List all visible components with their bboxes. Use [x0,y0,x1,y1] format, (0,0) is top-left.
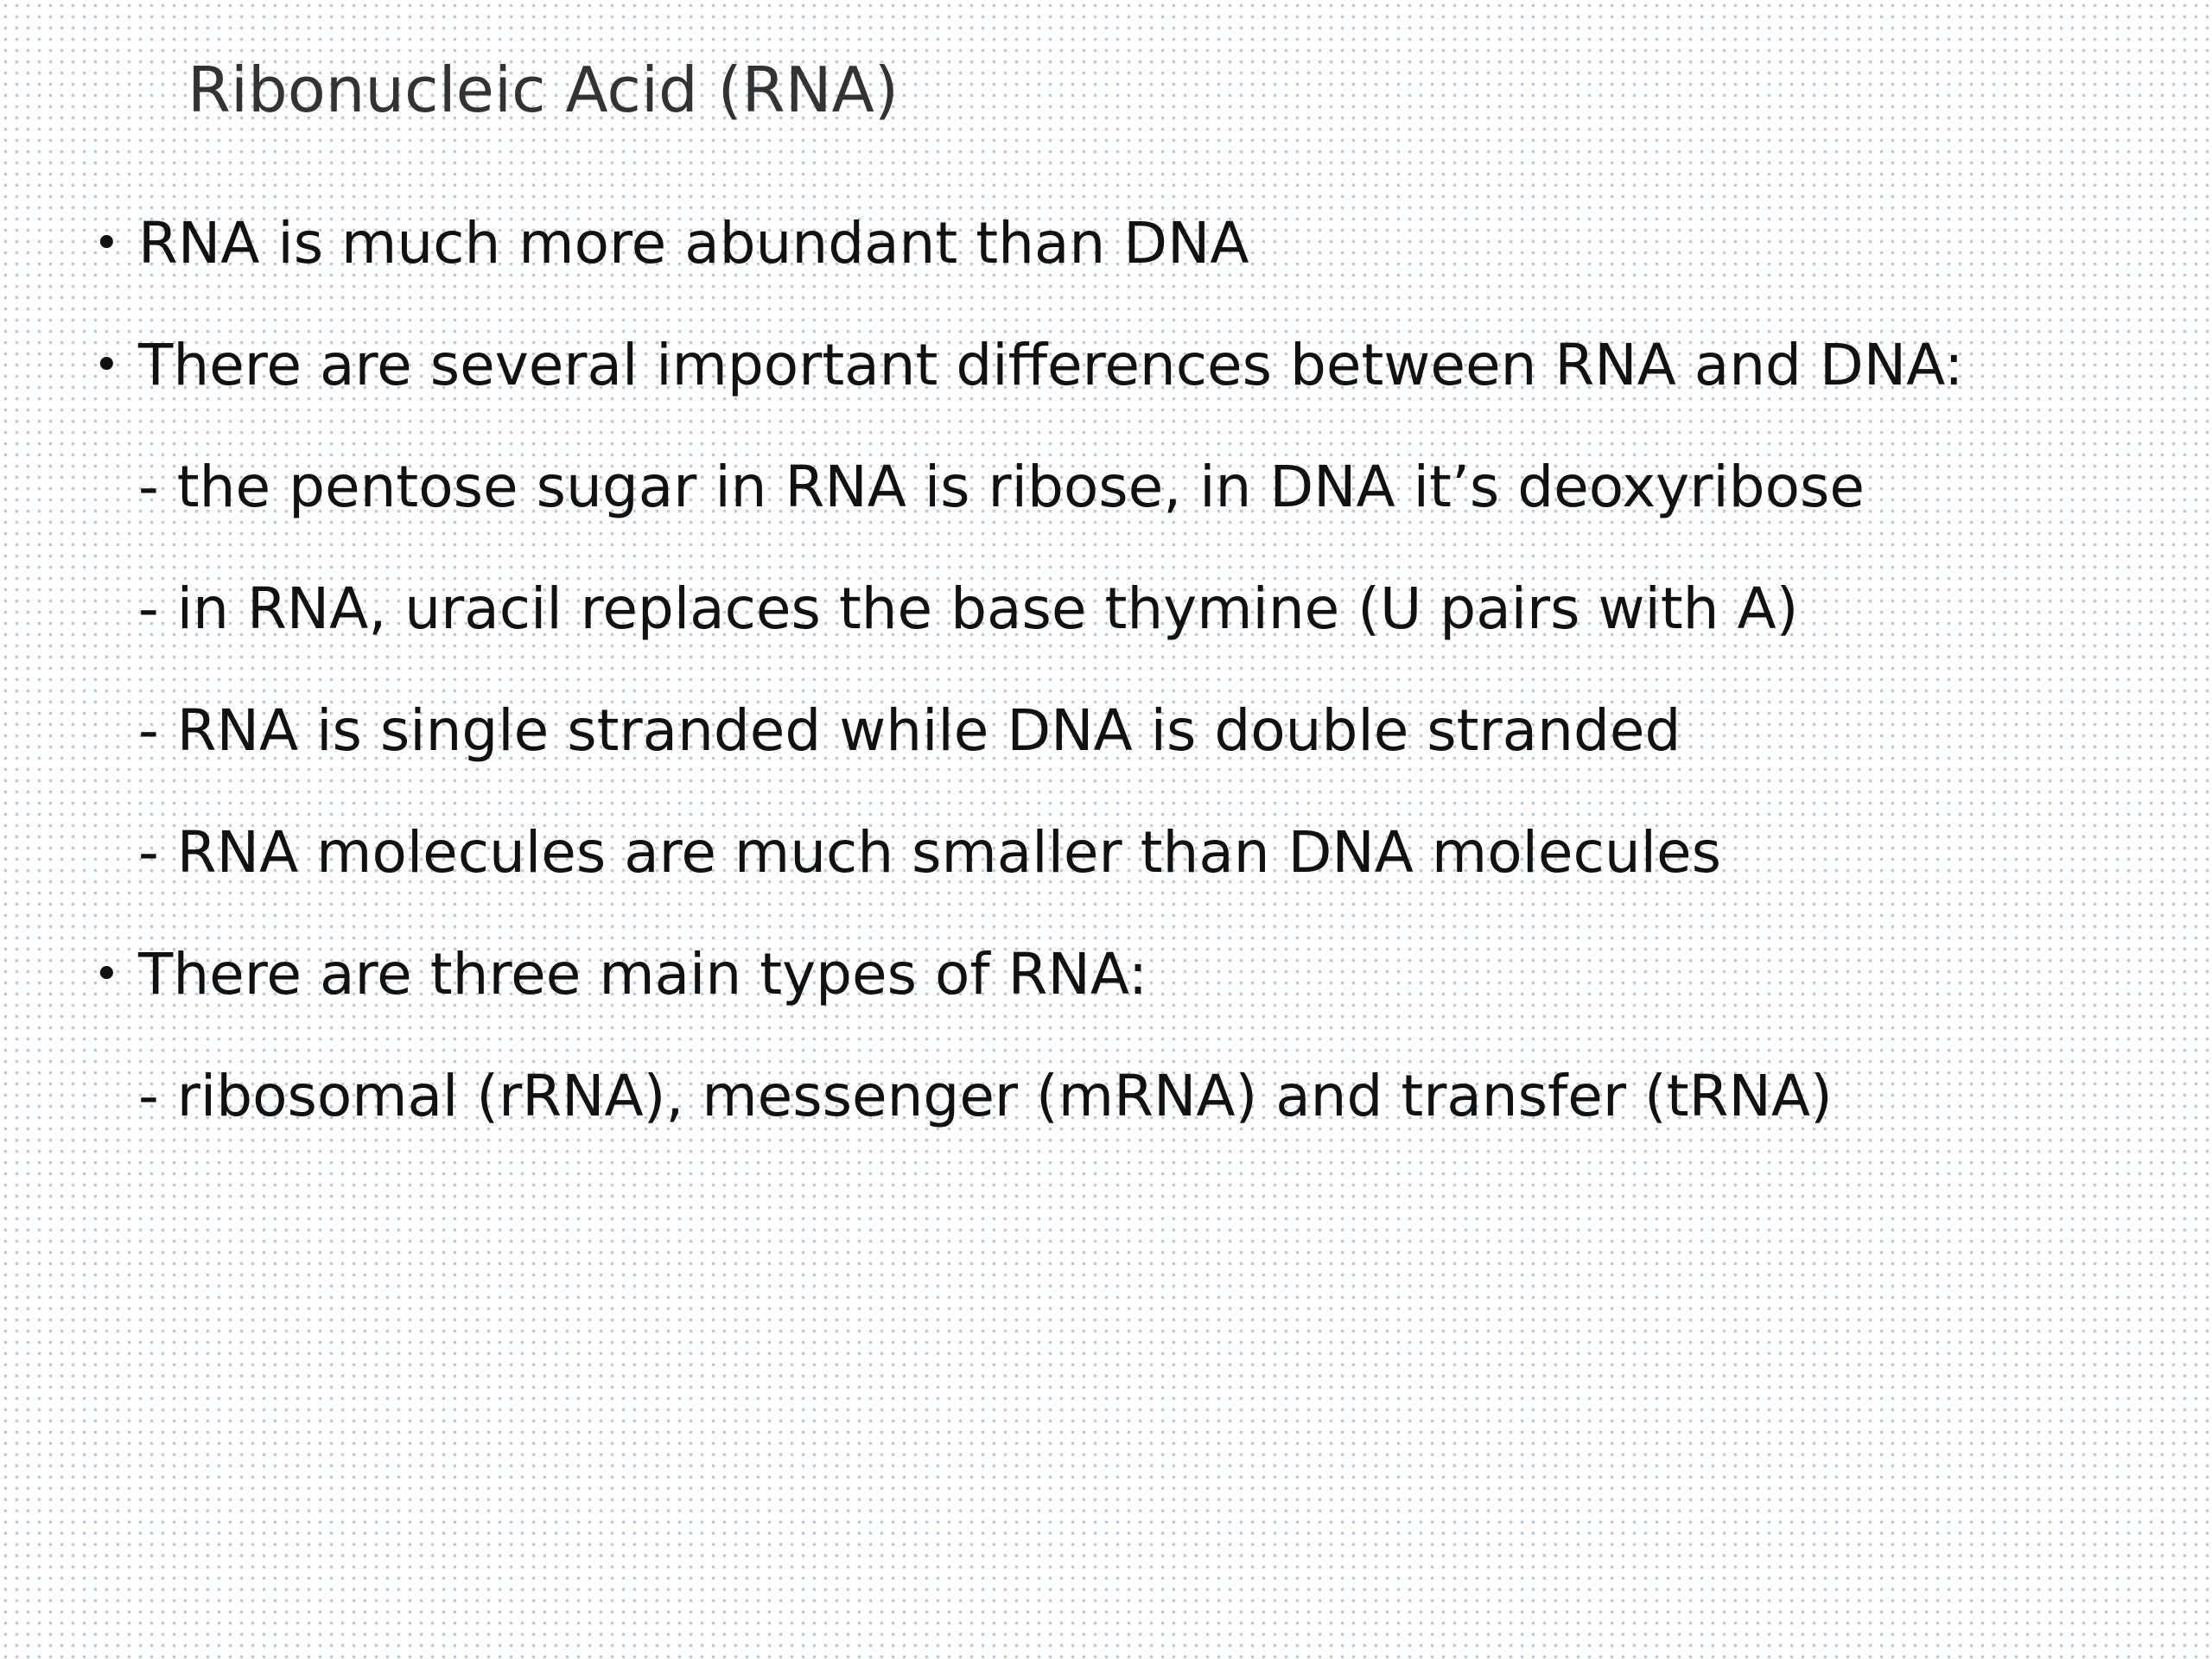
sub-item-text: - RNA molecules are much smaller than DNA molecules [138,819,1721,886]
bullet-text: There are several important differences between RNA and DNA: [138,332,1964,398]
sub-item-text: - ribosomal (rRNA), messenger (mRNA) and transfer (tRNA) [138,1063,1833,1129]
bullet-item [93,182,2184,304]
bullet-icon: • [93,948,120,1001]
sub-item [93,1035,2184,1157]
bullet-item [93,304,2184,426]
sub-item-text: - the pentose sugar in RNA is ribose, in DNA it’s deoxyribose [138,454,1865,520]
sub-item [93,791,2184,913]
sub-item-text: - RNA is single stranded while DNA is double stranded [138,697,1681,764]
bullet-icon: • [93,217,120,270]
sub-item-text: - in RNA, uracil replaces the base thymine (U pairs with A) [138,575,1799,642]
slide-title: Ribonucleic Acid (RNA) [188,54,899,126]
bullet-text: There are three main types of RNA: [138,941,1148,1007]
bullet-text: RNA is much more abundant than DNA [138,210,1249,276]
bullet-item [93,913,2184,1035]
slide-body [93,182,2184,1157]
sub-item [93,670,2184,791]
bullet-icon: • [93,339,120,391]
sub-item [93,548,2184,670]
sub-item [93,426,2184,548]
